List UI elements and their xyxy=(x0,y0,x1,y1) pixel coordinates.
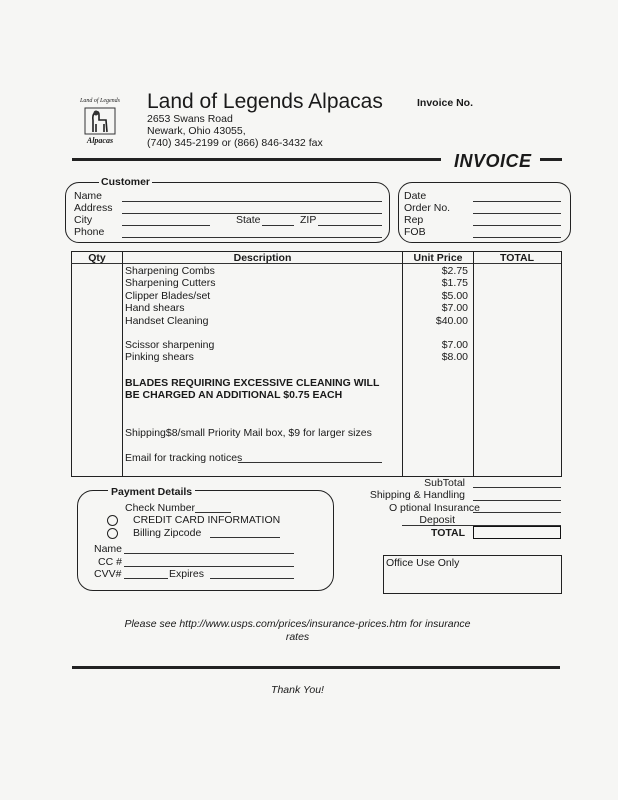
customer-city-field[interactable] xyxy=(122,225,210,226)
customer-state-label: State xyxy=(236,214,261,226)
check-number-label: Check Number xyxy=(125,502,196,514)
order-no-label: Order No. xyxy=(404,202,451,214)
cleaning-notice-line-2: BE CHARGED AN ADDITIONAL $0.75 EACH xyxy=(125,389,343,401)
shipping-note: Shipping$8/small Priority Mail box, $9 for larger sizes xyxy=(125,427,372,439)
cvv-field[interactable] xyxy=(124,578,168,579)
item-price: $7.00 xyxy=(441,339,468,351)
cc-number-field[interactable] xyxy=(124,566,294,567)
order-no-field[interactable] xyxy=(473,213,561,214)
billing-zip-field[interactable] xyxy=(210,537,280,538)
subtotal-field[interactable] xyxy=(473,487,561,488)
invoice-title: INVOICE xyxy=(454,151,532,171)
customer-state-field[interactable] xyxy=(262,225,294,226)
expires-field[interactable] xyxy=(210,578,294,579)
footer-rule xyxy=(72,666,560,669)
customer-name-label: Name xyxy=(74,190,103,202)
col-divider-3 xyxy=(473,251,474,476)
insurance-note-line-1: Please see http://www.usps.com/prices/insurance-prices.htm for insurance xyxy=(124,618,471,630)
office-use-label: Office Use Only xyxy=(386,557,460,569)
item-description: Pinking shears xyxy=(125,351,194,363)
rep-field[interactable] xyxy=(473,225,561,226)
fob-field[interactable] xyxy=(473,237,561,238)
payment-name-label: Name xyxy=(94,543,123,555)
cleaning-notice-line-1: BLADES REQUIRING EXCESSIVE CLEANING WILL xyxy=(125,377,380,389)
customer-phone-label: Phone xyxy=(74,226,105,238)
item-description: Handset Cleaning xyxy=(125,315,209,327)
check-number-field[interactable] xyxy=(195,512,231,513)
shipping-handling-label: Shipping & Handling xyxy=(369,489,465,501)
item-price: $2.75 xyxy=(441,265,468,277)
header-qty: Qty xyxy=(88,252,106,264)
rep-label: Rep xyxy=(404,214,424,226)
item-price: $5.00 xyxy=(441,290,468,302)
header-description: Description xyxy=(233,252,292,264)
total-field[interactable] xyxy=(473,526,561,539)
deposit-label-rule xyxy=(402,525,474,526)
customer-zip-field[interactable] xyxy=(318,225,382,226)
item-description: Sharpening Combs xyxy=(125,265,215,277)
logo-text: Land of Legends xyxy=(79,98,120,104)
expires-label: Expires xyxy=(169,568,205,580)
payment-heading: Payment Details xyxy=(108,486,195,498)
header-total: TOTAL xyxy=(499,252,535,264)
date-label: Date xyxy=(404,190,427,202)
customer-zip-label: ZIP xyxy=(300,214,317,226)
subtotal-label: SubTotal xyxy=(424,477,465,489)
cc-number-label: CC # xyxy=(98,556,122,568)
header-rule-end xyxy=(540,158,562,161)
customer-address-label: Address xyxy=(74,202,113,214)
customer-phone-field[interactable] xyxy=(122,237,382,238)
item-description: Sharpening Cutters xyxy=(125,277,216,289)
email-note: Email for tracking notices xyxy=(125,452,243,464)
logo-word: Alpacas xyxy=(86,136,114,145)
invoice-number-label: Invoice No. xyxy=(417,97,474,109)
customer-city-label: City xyxy=(74,214,93,226)
insurance-note-line-2: rates xyxy=(285,631,310,643)
item-price: $1.75 xyxy=(441,277,468,289)
totals-grid xyxy=(473,475,561,539)
company-logo xyxy=(78,98,122,148)
item-description: Scissor sharpening xyxy=(125,339,215,351)
credit-card-label: CREDIT CARD INFORMATION xyxy=(133,514,281,526)
total-label: TOTAL xyxy=(430,527,465,539)
cvv-label: CVV# xyxy=(94,568,122,580)
alpaca-icon xyxy=(84,106,116,136)
thank-you: Thank You! xyxy=(271,684,324,696)
customer-name-field[interactable] xyxy=(122,201,382,202)
item-price: $7.00 xyxy=(441,302,468,314)
payment-name-field[interactable] xyxy=(124,553,294,554)
header-unit-price: Unit Price xyxy=(413,252,463,264)
item-price: $40.00 xyxy=(435,315,468,327)
optional-insurance-label: O ptional Insurance xyxy=(388,502,480,514)
header-rule xyxy=(72,158,441,161)
col-divider-1 xyxy=(122,251,123,476)
company-name: Land of Legends Alpacas xyxy=(147,90,383,113)
fob-label: FOB xyxy=(404,226,426,238)
billing-zip-radio[interactable] xyxy=(107,528,118,539)
email-field[interactable] xyxy=(238,462,382,463)
company-address-1: 2653 Swans Road xyxy=(147,113,233,125)
shipping-field[interactable] xyxy=(473,500,561,501)
date-field[interactable] xyxy=(473,201,561,202)
insurance-field[interactable] xyxy=(473,512,561,513)
customer-heading: Customer xyxy=(101,176,151,188)
billing-zip-label: Billing Zipcode xyxy=(133,527,202,539)
deposit-label: Deposit xyxy=(419,514,455,526)
item-description: Hand shears xyxy=(125,302,185,314)
company-address-2: Newark, Ohio 43055, xyxy=(147,125,246,137)
item-price: $8.00 xyxy=(441,351,468,363)
credit-card-radio[interactable] xyxy=(107,515,118,526)
item-description: Clipper Blades/set xyxy=(125,290,211,302)
company-phones: (740) 345-2199 or (866) 846-3432 fax xyxy=(147,137,323,149)
